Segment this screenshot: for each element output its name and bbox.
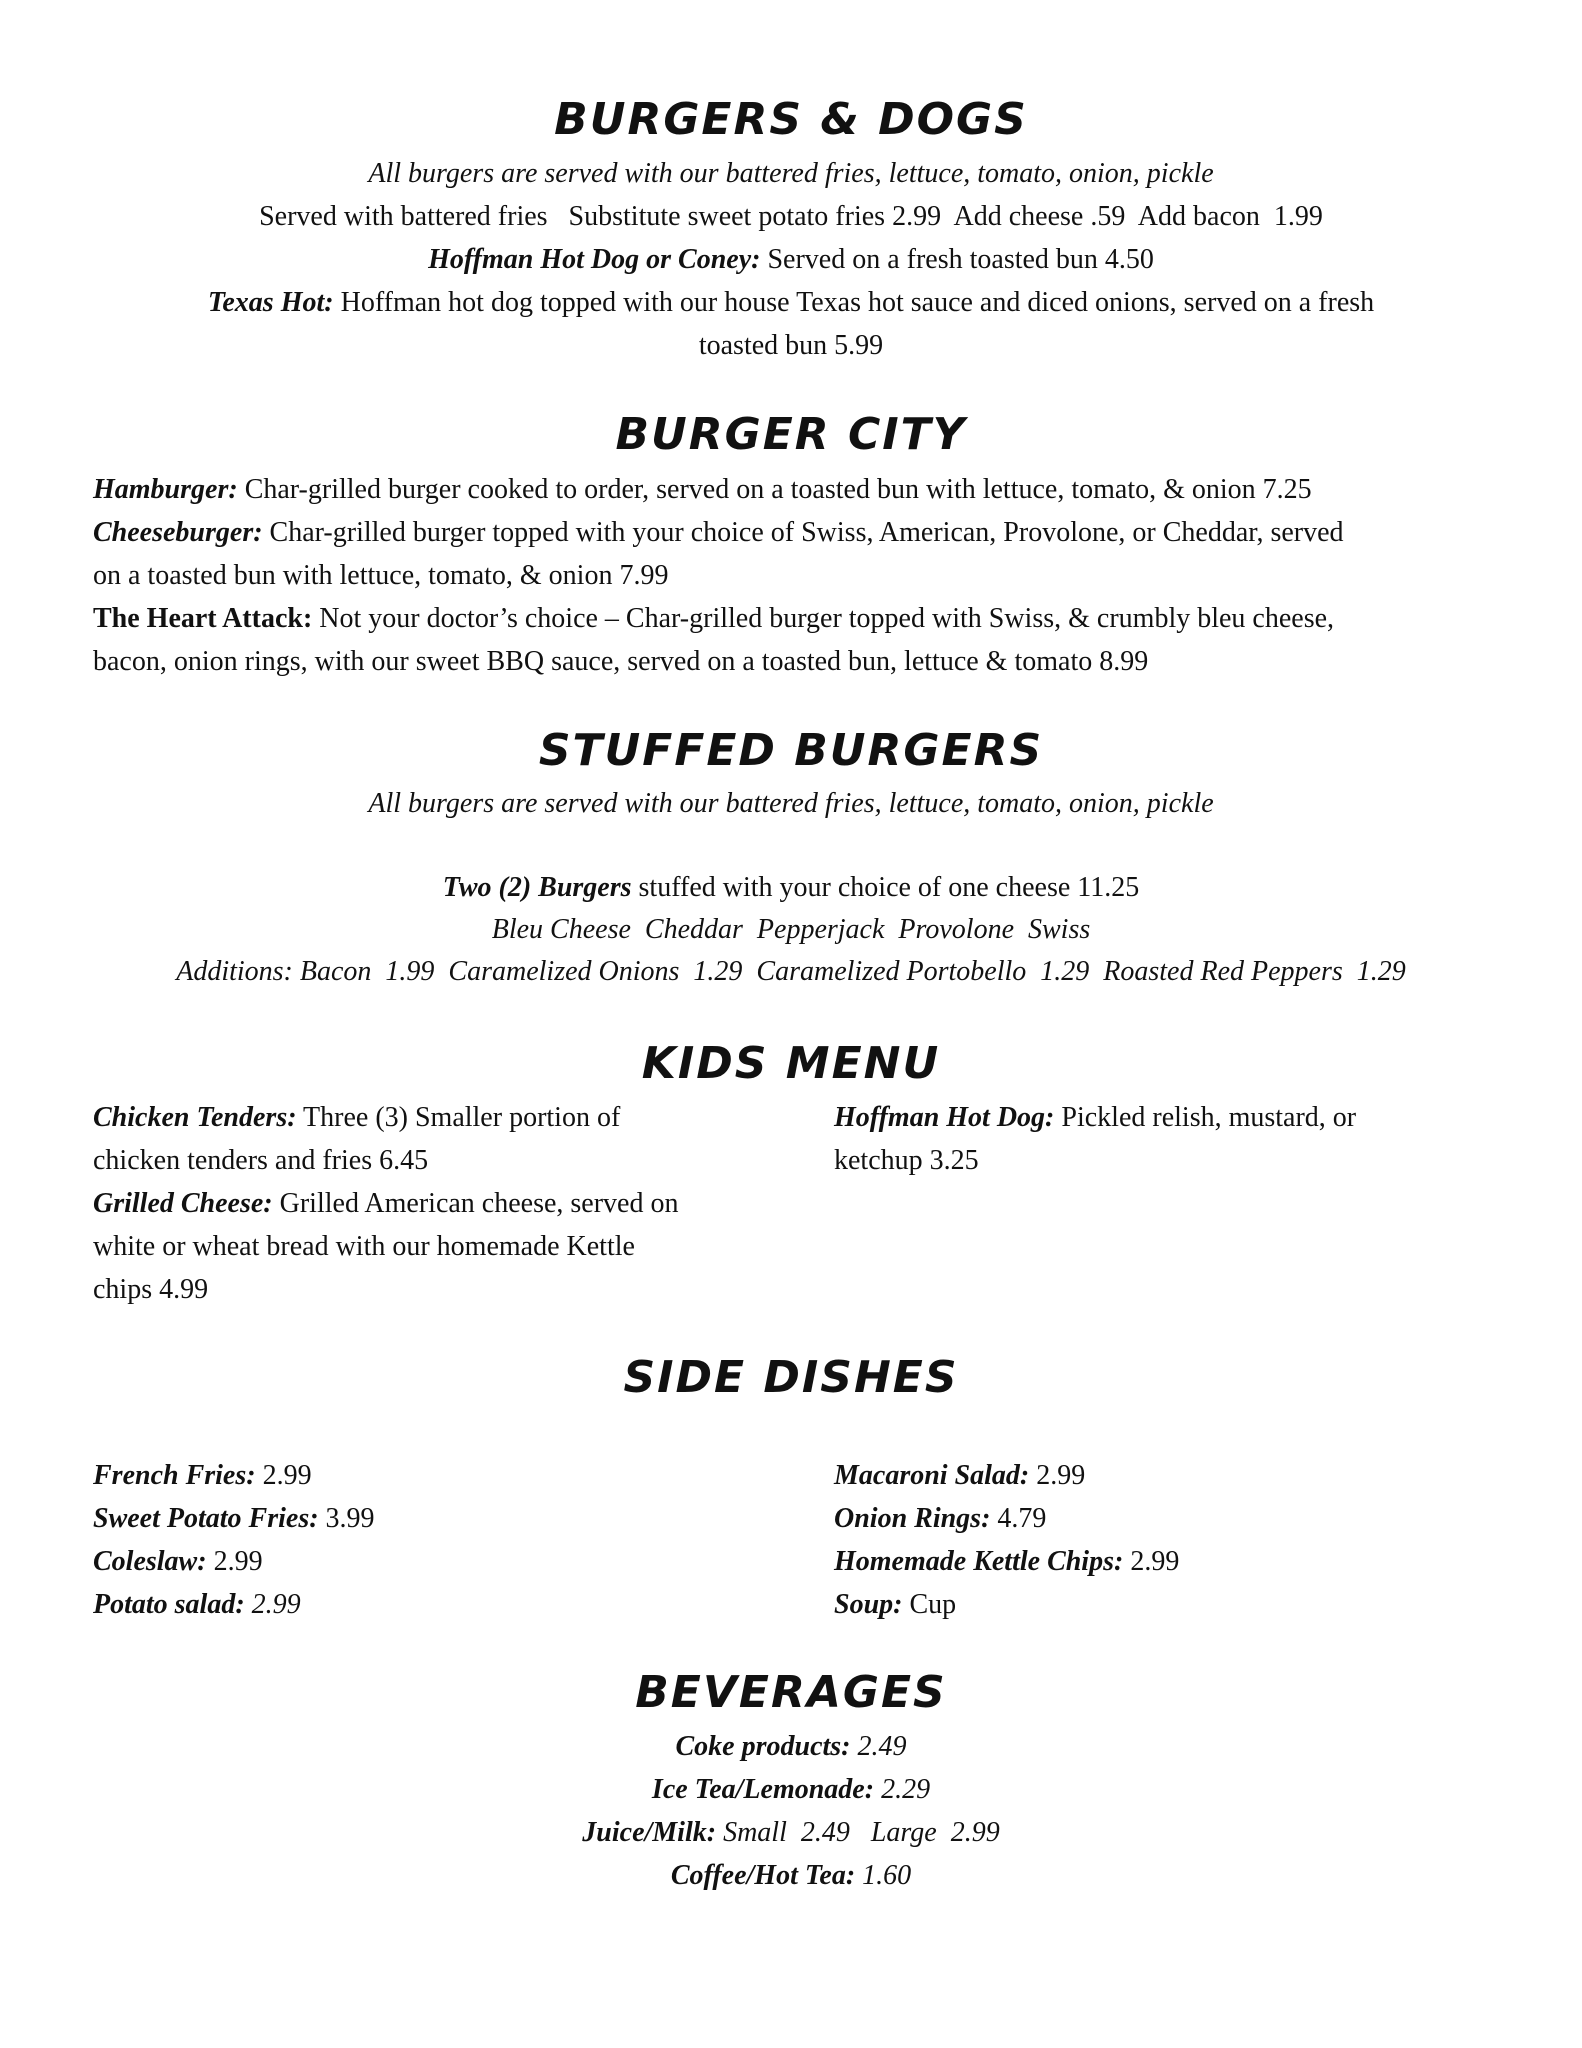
- item-price: 2.99: [1123, 1546, 1180, 1577]
- heading-burger-city: BURGER CITY: [615, 409, 967, 460]
- item-name: French Fries:: [93, 1460, 256, 1491]
- heading-kids-menu: KIDS MENU: [641, 1038, 941, 1089]
- item-desc: Grilled American cheese, served on: [272, 1188, 679, 1219]
- item-name: Coffee/Hot Tea:: [670, 1860, 856, 1891]
- beverage-item: [0, 1859, 1582, 1893]
- item-price: Cup: [902, 1589, 957, 1620]
- heading-burgers-dogs: BURGERS & DOGS: [554, 94, 1028, 145]
- item-price: Small 2.49 Large 2.99: [716, 1817, 1000, 1848]
- grilled-cheese-item: [93, 1182, 773, 1225]
- side-item: [834, 1454, 1514, 1497]
- cheeseburger-item: [93, 511, 1513, 554]
- item-name: Coke products:: [675, 1731, 851, 1762]
- item-name: Macaroni Salad:: [834, 1460, 1030, 1491]
- side-item: [834, 1540, 1514, 1583]
- sides-left-column: [93, 1454, 773, 1626]
- item-price: 1.60: [855, 1860, 912, 1891]
- kids-hotdog-item-cont: ketchup 3.25: [834, 1145, 979, 1176]
- stuffed-additions: Additions: Bacon 1.99 Caramelized Onions 1.29 Caramelized Portobello 1.29 Roasted Red Peppers 1.29: [176, 956, 1406, 987]
- chicken-tenders-item-cont: chicken tenders and fries 6.45: [93, 1145, 429, 1176]
- item-price: 2.99: [1029, 1460, 1086, 1491]
- item-name: Hoffman Hot Dog or Coney:: [428, 244, 761, 275]
- item-name: Juice/Milk:: [582, 1817, 717, 1848]
- kids-left-column: [93, 1096, 773, 1311]
- item-price: 2.99: [206, 1546, 263, 1577]
- grilled-cheese-item-cont: chips 4.99: [93, 1274, 209, 1305]
- grilled-cheese-item-cont: white or wheat bread with our homemade Kettle: [93, 1231, 635, 1262]
- item-desc: Three (3) Smaller portion of: [296, 1102, 621, 1133]
- item-name: The Heart Attack:: [93, 603, 313, 634]
- item-price: 3.99: [318, 1503, 375, 1534]
- item-price: 2.99: [255, 1460, 312, 1491]
- item-price: 4.79: [990, 1503, 1047, 1534]
- item-name: Sweet Potato Fries:: [93, 1503, 319, 1534]
- side-item: [834, 1497, 1514, 1540]
- cheeseburger-item-cont: on a toasted bun with lettuce, tomato, & onion 7.99: [93, 560, 669, 591]
- hamburger-item: [93, 468, 1513, 511]
- beverage-item: [0, 1773, 1582, 1807]
- burgers-dogs-options: Served with battered fries Substitute sweet potato fries 2.99 Add cheese .59 Add bacon 1.99: [259, 201, 1323, 232]
- item-name: Soup:: [834, 1589, 903, 1620]
- item-desc: stuffed with your choice of one cheese 11.25: [631, 872, 1140, 903]
- item-name: Hamburger:: [93, 474, 238, 505]
- item-name: Chicken Tenders:: [93, 1102, 297, 1133]
- item-price: 2.99: [244, 1589, 301, 1620]
- kids-right-column: [834, 1096, 1514, 1182]
- item-name: Coleslaw:: [93, 1546, 207, 1577]
- item-price: 2.49: [850, 1731, 907, 1762]
- burgers-dogs-intro: All burgers are served with our battered fries, lettuce, tomato, onion, pickle: [368, 158, 1214, 189]
- texas-hot-item-cont: toasted bun 5.99: [698, 330, 884, 361]
- side-item: [93, 1540, 773, 1583]
- heading-beverages: BEVERAGES: [635, 1667, 947, 1718]
- item-desc: Char-grilled burger topped with your choice of Swiss, American, Provolone, or Cheddar, served: [262, 517, 1344, 548]
- two-burgers-item: [0, 871, 1582, 905]
- item-name: Grilled Cheese:: [93, 1188, 273, 1219]
- heart-attack-item-cont: bacon, onion rings, with our sweet BBQ sauce, served on a toasted bun, lettuce & tomato 8.99: [93, 646, 1149, 677]
- item-name: Onion Rings:: [834, 1503, 991, 1534]
- item-name: Ice Tea/Lemonade:: [651, 1774, 875, 1805]
- heading-side-dishes: SIDE DISHES: [623, 1352, 959, 1403]
- hotdog-coney-item: [0, 243, 1582, 277]
- item-desc: Pickled relish, mustard, or: [1054, 1102, 1357, 1133]
- kids-hotdog-item: [834, 1096, 1514, 1139]
- item-name: Cheeseburger:: [93, 517, 263, 548]
- item-desc: Char-grilled burger cooked to order, served on a toasted bun with lettuce, tomato, & onion 7.25: [237, 474, 1312, 505]
- item-price: 2.29: [874, 1774, 931, 1805]
- burger-city-items: [93, 468, 1513, 683]
- texas-hot-item: [0, 286, 1582, 320]
- side-item: [93, 1583, 773, 1626]
- side-item: [93, 1454, 773, 1497]
- beverage-item: [0, 1816, 1582, 1850]
- heading-stuffed-burgers: STUFFED BURGERS: [538, 725, 1044, 776]
- item-name: Potato salad:: [93, 1589, 245, 1620]
- item-name: Two (2) Burgers: [442, 872, 632, 903]
- heart-attack-item: [93, 597, 1513, 640]
- sides-right-column: [834, 1454, 1514, 1626]
- item-desc: Not your doctor’s choice – Char-grilled burger topped with Swiss, & crumbly bleu cheese,: [312, 603, 1335, 634]
- side-item: [834, 1583, 1514, 1626]
- item-name: Homemade Kettle Chips:: [834, 1546, 1124, 1577]
- item-desc: Hoffman hot dog topped with our house Texas hot sauce and diced onions, served on a fresh: [333, 287, 1375, 318]
- beverage-item: [0, 1730, 1582, 1764]
- cheese-choices: Bleu Cheese Cheddar Pepperjack Provolone Swiss: [491, 914, 1091, 945]
- item-name: Hoffman Hot Dog:: [834, 1102, 1055, 1133]
- item-desc: Served on a fresh toasted bun 4.50: [760, 244, 1154, 275]
- stuffed-intro: All burgers are served with our battered fries, lettuce, tomato, onion, pickle: [368, 788, 1214, 819]
- side-item: [93, 1497, 773, 1540]
- item-name: Texas Hot:: [207, 287, 334, 318]
- chicken-tenders-item: [93, 1096, 773, 1139]
